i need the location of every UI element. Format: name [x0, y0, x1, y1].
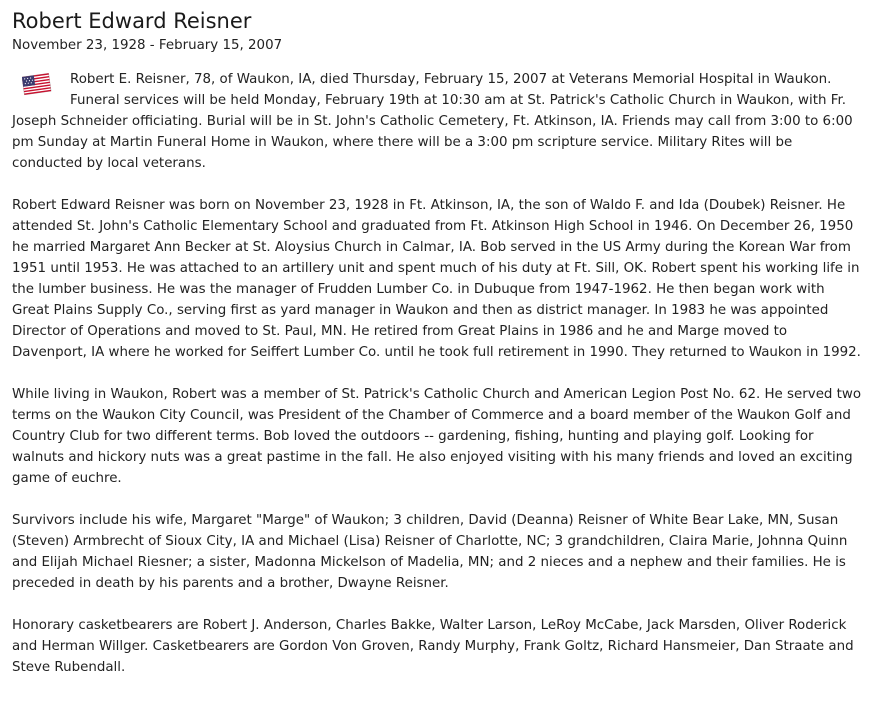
obituary-name: Robert Edward Reisner	[12, 9, 252, 33]
obituary-dates: November 23, 1928 - February 15, 2007	[12, 38, 283, 53]
obituary-paragraph-4: Survivors include his wife, Margaret "Marge" of Waukon; 3 children, David (Deanna) Reisner of White Bear Lake, MN, Susan (Steven) Armbrecht of Sioux City, IA and Michael (Lisa) Reisner of Charlotte, NC; 3 grandchildren, Claira Marie, Johnna Quinn and Elijah Michael Riesner; a sister, Madonna Mickelson of Madelia, MN; and 2 nieces and a nephew and their families. He is preceded in death by his parents and a brother, Dwayne Reisner.	[12, 513, 848, 591]
obituary-paragraph-1	[12, 69, 866, 174]
obituary-paragraph-5: Honorary casketbearers are Robert J. Anderson, Charles Bakke, Walter Larson, LeRoy McCabe, Jack Marsden, Oliver Roderick and Herman Willger. Casketbearers are Gordon Von Groven, Randy Murphy, Frank Goltz, Richard Hansmeier, Dan Straate and Steve Rubendall.	[12, 618, 854, 675]
obituary-paragraph-1-text: Robert E. Reisner, 78, of Waukon, IA, died Thursday, February 15, 2007 at Veterans Memorial Hospital in Waukon. Funeral services will be held Monday, February 19th at 10:30 am at St. Patrick's Catholic Church in Waukon, with Fr. Joseph Schneider officiating. Burial will be in St. John's Catholic Cemetery, Ft. Atkinson, IA. Friends may call from 3:00 to 6:00 pm Sunday at Martin Funeral Home in Waukon, where there will be a 3:00 pm scripture service. Military Rites will be conducted by local veterans.	[12, 72, 853, 171]
obituary-paragraph-3: While living in Waukon, Robert was a member of St. Patrick's Catholic Church and American Legion Post No. 62. He served two terms on the Waukon City Council, was President of the Chamber of Commerce and a board member of the Waukon Golf and Country Club for two different terms. Bob loved the outdoors -- gardening, fishing, hunting and playing golf. Looking for walnuts and hickory nuts was a great pastime in the fall. He also enjoyed visiting with his many friends and loved an exciting game of euchre.	[12, 387, 862, 486]
us-flag-icon	[22, 72, 54, 100]
obituary-paragraph-2: Robert Edward Reisner was born on November 23, 1928 in Ft. Atkinson, IA, the son of Waldo F. and Ida (Doubek) Reisner. He attended St. John's Catholic Elementary School and graduated from Ft. Atkinson High School in 1946. On December 26, 1950 he married Margaret Ann Becker at St. Aloysius Church in Calmar, IA. Bob served in the US Army during the Korean War from 1951 until 1953. He was attached to an artillery unit and spent much of his duty at Ft. Sill, OK. Robert spent his working life in the lumber business. He was the manager of Frudden Lumber Co. in Dubuque from 1947-1962. He then began work with Great Plains Supply Co., serving first as yard manager in Waukon and then as district manager. In 1983 he was appointed Director of Operations and moved to St. Paul, MN. He retired from Great Plains in 1986 and he and Marge moved to Davenport, IA where he worked for Seiffert Lumber Co. until he took full retirement in 1990. They returned to Waukon in 1992.	[12, 198, 861, 360]
